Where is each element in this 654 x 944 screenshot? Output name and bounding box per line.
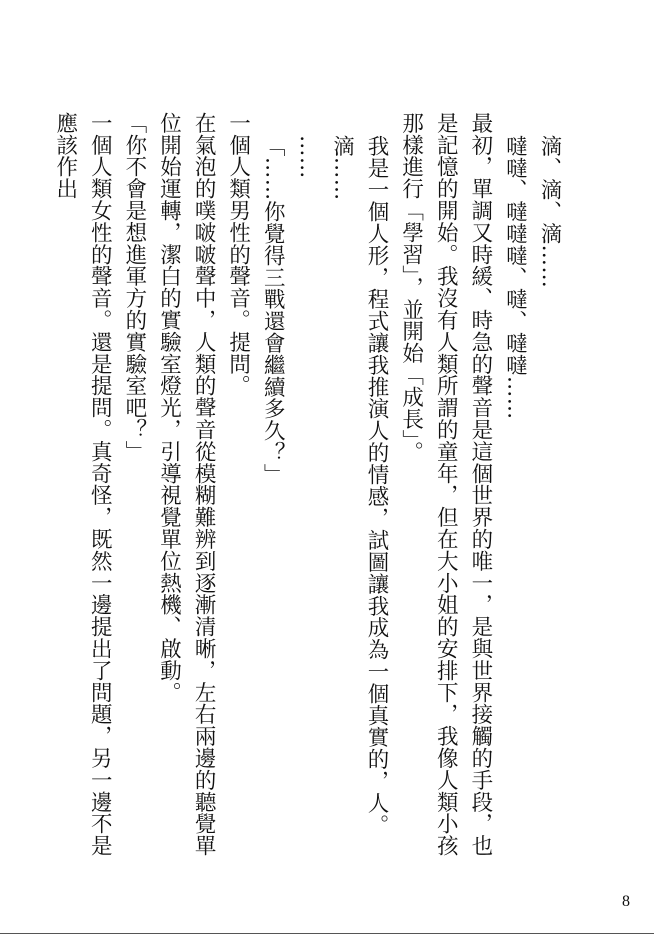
- bottom-divider: [0, 933, 654, 934]
- paragraph-7: 「……你覺得三戰還會繼續多久？」: [260, 134, 286, 485]
- paragraph-2: 噠噠、噠噠噠、噠、噠噠……: [502, 134, 528, 420]
- paragraph-8: 一個人類男性的聲音。提問。: [225, 112, 251, 397]
- paragraph-1: 滴、滴、滴……: [537, 134, 562, 288]
- vertical-text-body: [47, 112, 566, 862]
- paragraph-4: 我是一個人形，程式讓我推演人的情感，試圖讓我成為一個真實的，人。: [364, 134, 390, 836]
- page-number: 8: [622, 893, 630, 910]
- paragraph-10: 「你不會是想進軍方的實驗室吧？」: [121, 112, 147, 463]
- paragraph-9: 在氣泡的噗啵啵聲中，人類的聲音從模糊難辨到逐漸清晰，左右兩邊的聽覺單位開始運轉，潔白的實驗室燈光，引導視覺單位熱機、啟動。: [156, 112, 217, 857]
- paragraph-5: 滴……: [329, 134, 355, 201]
- paragraph-11: 一個人類女性的聲音。還是提問。真奇怪，既然一邊提出了問題，另一邊不是應該作出: [52, 112, 113, 857]
- paragraph-6: ……: [294, 134, 320, 179]
- paragraph-3: 最初，單調又時緩、時急的聲音是這個世界的唯一，是與世界接觸的手段，也是記憶的開始。我沒有人類所謂的童年，但在大小姐的安排下，我像人類小孩那樣進行「學習」，並開始「成長」。: [398, 112, 493, 857]
